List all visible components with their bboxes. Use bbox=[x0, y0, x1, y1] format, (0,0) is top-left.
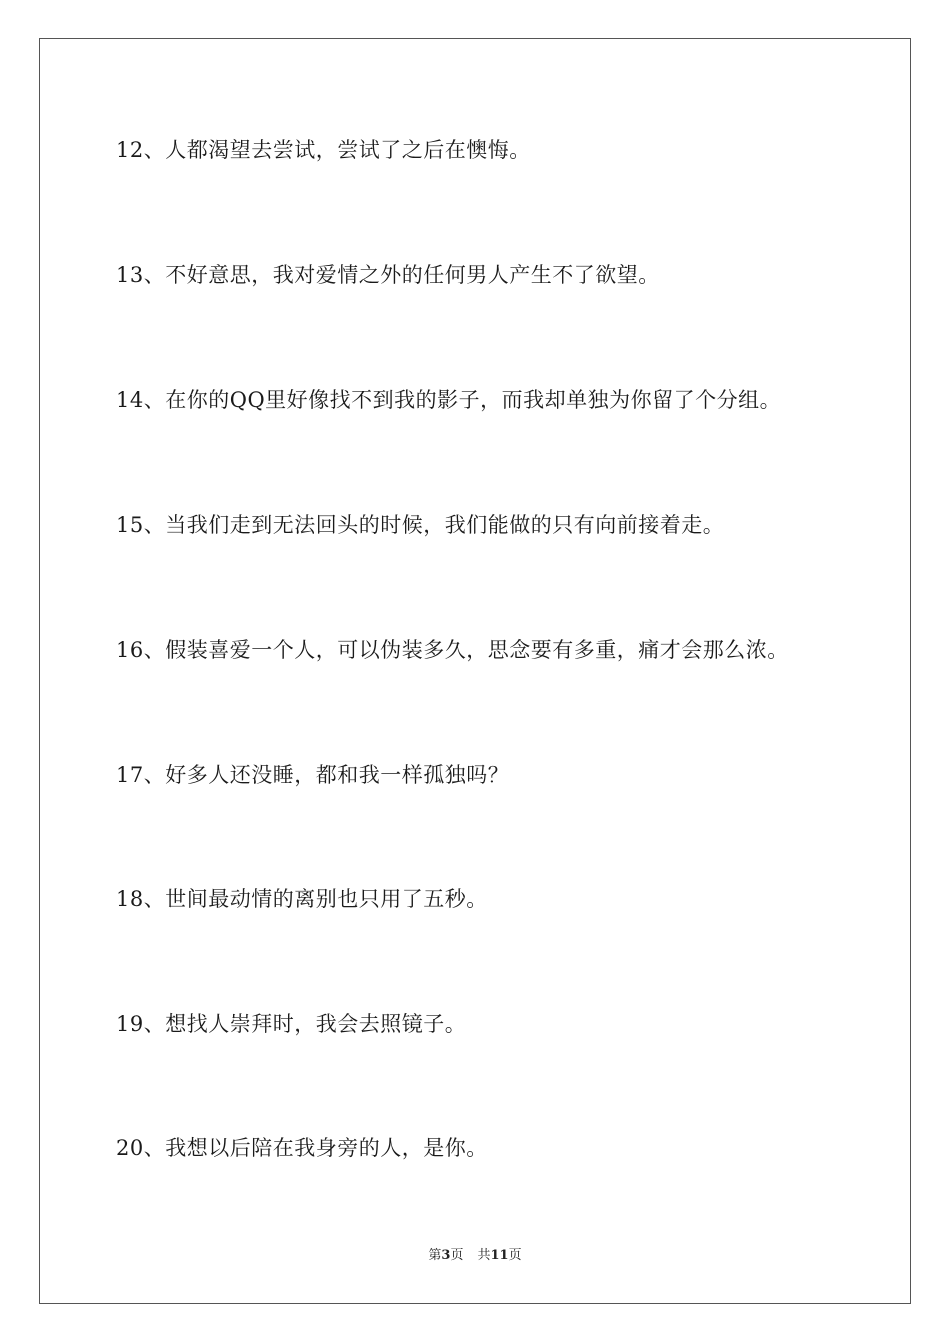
quote-line-13: 13、不好意思，我对爱情之外的任何男人产生不了欲望。 bbox=[116, 263, 660, 287]
footer-total-pages: 11 bbox=[490, 1248, 509, 1263]
quote-line-16: 16、假装喜爱一个人，可以伪装多久，思念要有多重，痛才会那么浓。 bbox=[116, 638, 789, 662]
footer-page-prefix: 第 bbox=[428, 1248, 442, 1263]
page-footer bbox=[0, 1247, 950, 1265]
quote-line-17: 17、好多人还没睡，都和我一样孤独吗？ bbox=[116, 763, 510, 787]
footer-total-suffix: 页 bbox=[508, 1248, 522, 1263]
quote-line-14: 14、在你的QQ里好像找不到我的影子，而我却单独为你留了个分组。 bbox=[116, 388, 782, 412]
quote-line-15: 15、当我们走到无法回头的时候，我们能做的只有向前接着走。 bbox=[116, 513, 725, 537]
quote-line-18: 18、世间最动情的离别也只用了五秒。 bbox=[116, 887, 488, 911]
quote-line-12: 12、人都渴望去尝试，尝试了之后在懊悔。 bbox=[116, 138, 531, 162]
footer-total-prefix: 共 bbox=[477, 1248, 491, 1263]
quote-line-20: 20、我想以后陪在我身旁的人，是你。 bbox=[116, 1136, 488, 1160]
quote-line-19: 19、想找人崇拜时，我会去照镜子。 bbox=[116, 1012, 467, 1036]
footer-page-number: 3 bbox=[441, 1248, 451, 1263]
footer-page-suffix: 页 bbox=[450, 1248, 464, 1263]
page-border bbox=[39, 38, 911, 1304]
